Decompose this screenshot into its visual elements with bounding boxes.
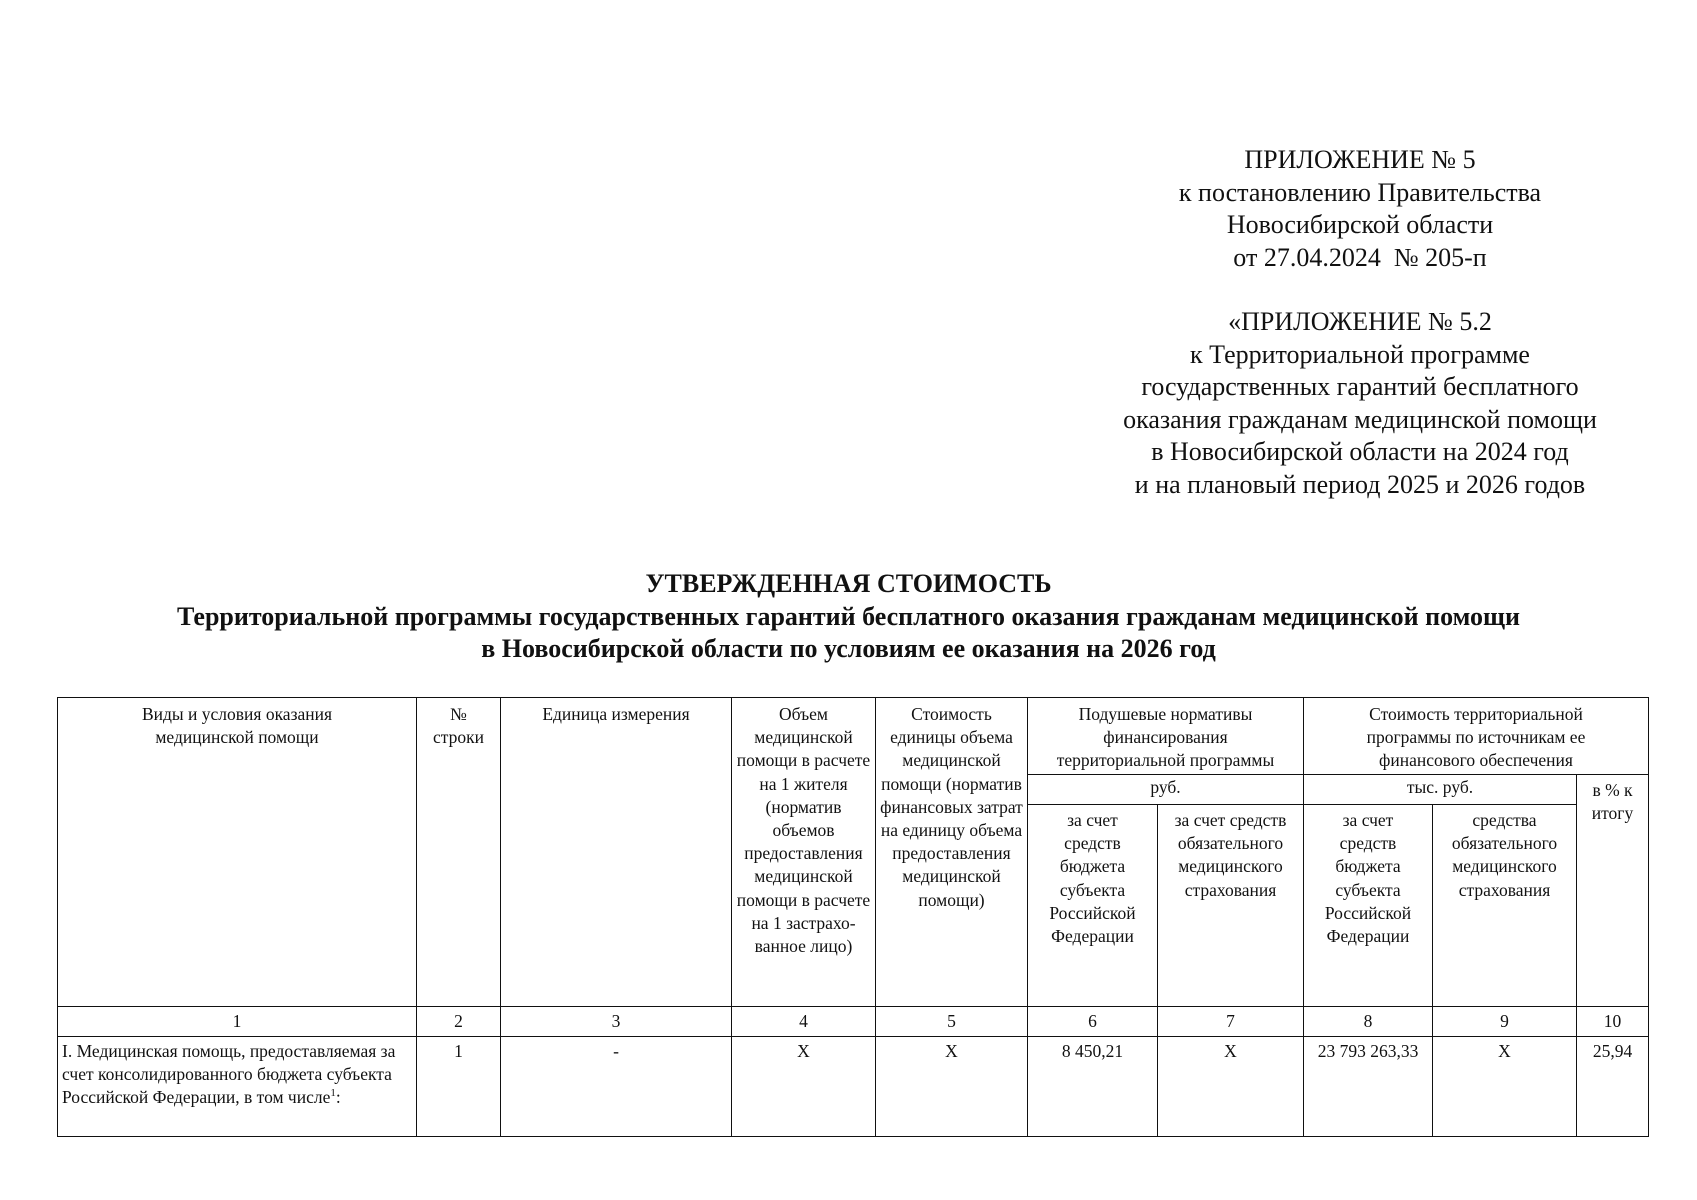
cost-table <box>57 697 1649 1137</box>
row-per-capita-budget: 8 450,21 <box>1028 1037 1158 1137</box>
row-unit: - <box>501 1037 732 1137</box>
header-types: Виды и условия оказания медицинской помощи <box>58 698 417 1007</box>
header-thous-rub: тыс. руб. <box>1304 775 1577 805</box>
spacer <box>1100 274 1620 306</box>
column-number-row <box>58 1007 1649 1037</box>
title-line: УТВЕРЖДЕННАЯ СТОИМОСТЬ <box>645 569 1052 598</box>
appendix-line: к постановлению Правительства <box>1178 177 1542 207</box>
appendix-line: государственных гарантий бесплатного <box>1141 372 1579 401</box>
table-row <box>58 1037 1649 1137</box>
row-name: I. Медицинская помощь, предоставляемая за счет консолидированного бюджета субъекта Российской Федерации, в том числе <box>62 1041 396 1108</box>
row-cost-oms: X <box>1433 1037 1577 1137</box>
header-oms: за счет средств обязательного медицинского страхования <box>1158 805 1304 1007</box>
column-number: 5 <box>876 1007 1028 1037</box>
header-unit: Единица измерения <box>501 698 732 1007</box>
header-volume: Объем медицинской помощи в расчете на 1 жителя (норматив объемов предоставления медицинской помощи в расчете на 1 застрахо-ванное лицо) <box>732 698 876 1007</box>
row-volume: X <box>732 1037 876 1137</box>
header-cost: Стоимость единицы объема медицинской помощи (норматив финансовых затрат на единицу объема предоставления медицинской помощи) <box>876 698 1028 1007</box>
row-name-suffix: : <box>335 1087 341 1108</box>
header-budget-rf: за счет средств бюджета субъекта Российской Федерации <box>1028 805 1158 1007</box>
appendix-line: ПРИЛОЖЕНИЕ № 5 <box>1244 145 1476 174</box>
appendix-line: «ПРИЛОЖЕНИЕ № 5.2 <box>1228 307 1492 336</box>
title-line: в Новосибирской области по условиям ее оказания на 2026 год <box>481 634 1216 663</box>
header-row-no: № строки <box>417 698 501 1007</box>
appendix-line: к Территориальной программе <box>1190 339 1530 369</box>
header-per-capita: Подушевые нормативы финансирования территориальной программы <box>1028 698 1304 775</box>
footnote-marker: 1 <box>330 1087 336 1100</box>
header-budget-rf-2: за счет средств бюджета субъекта Российской Федерации <box>1304 805 1433 1007</box>
header-rub: руб. <box>1028 775 1304 805</box>
header-percent: в % к итогу <box>1577 775 1649 1007</box>
appendix-line: оказания гражданам медицинской помощи <box>1123 404 1597 434</box>
appendix-header <box>1100 144 1620 501</box>
row-percent: 25,94 <box>1577 1037 1649 1137</box>
column-number: 4 <box>732 1007 876 1037</box>
appendix-line: Новосибирской области <box>1226 210 1494 239</box>
appendix-line: от 27.04.2024 № 205-п <box>1233 242 1487 272</box>
column-number: 9 <box>1433 1007 1577 1037</box>
column-number: 2 <box>417 1007 501 1037</box>
document-title <box>0 568 1697 666</box>
column-number: 10 <box>1577 1007 1649 1037</box>
row-name-cell <box>58 1037 417 1137</box>
appendix-line: и на плановый период 2025 и 2026 годов <box>1134 469 1586 499</box>
row-cost: X <box>876 1037 1028 1137</box>
column-number: 6 <box>1028 1007 1158 1037</box>
header-program-cost: Стоимость территориальной программы по источникам ее финансового обеспечения <box>1304 698 1649 775</box>
column-number: 3 <box>501 1007 732 1037</box>
row-per-capita-oms: X <box>1158 1037 1304 1137</box>
column-number: 8 <box>1304 1007 1433 1037</box>
column-number: 7 <box>1158 1007 1304 1037</box>
title-line: Территориальной программы государственных гарантий бесплатного оказания гражданам медицинской помощи <box>177 601 1520 631</box>
row-number: 1 <box>417 1037 501 1137</box>
row-cost-budget: 23 793 263,33 <box>1304 1037 1433 1137</box>
header-oms-2: средства обязательного медицинского страхования <box>1433 805 1577 1007</box>
column-number: 1 <box>58 1007 417 1037</box>
appendix-line: в Новосибирской области на 2024 год <box>1151 437 1569 466</box>
